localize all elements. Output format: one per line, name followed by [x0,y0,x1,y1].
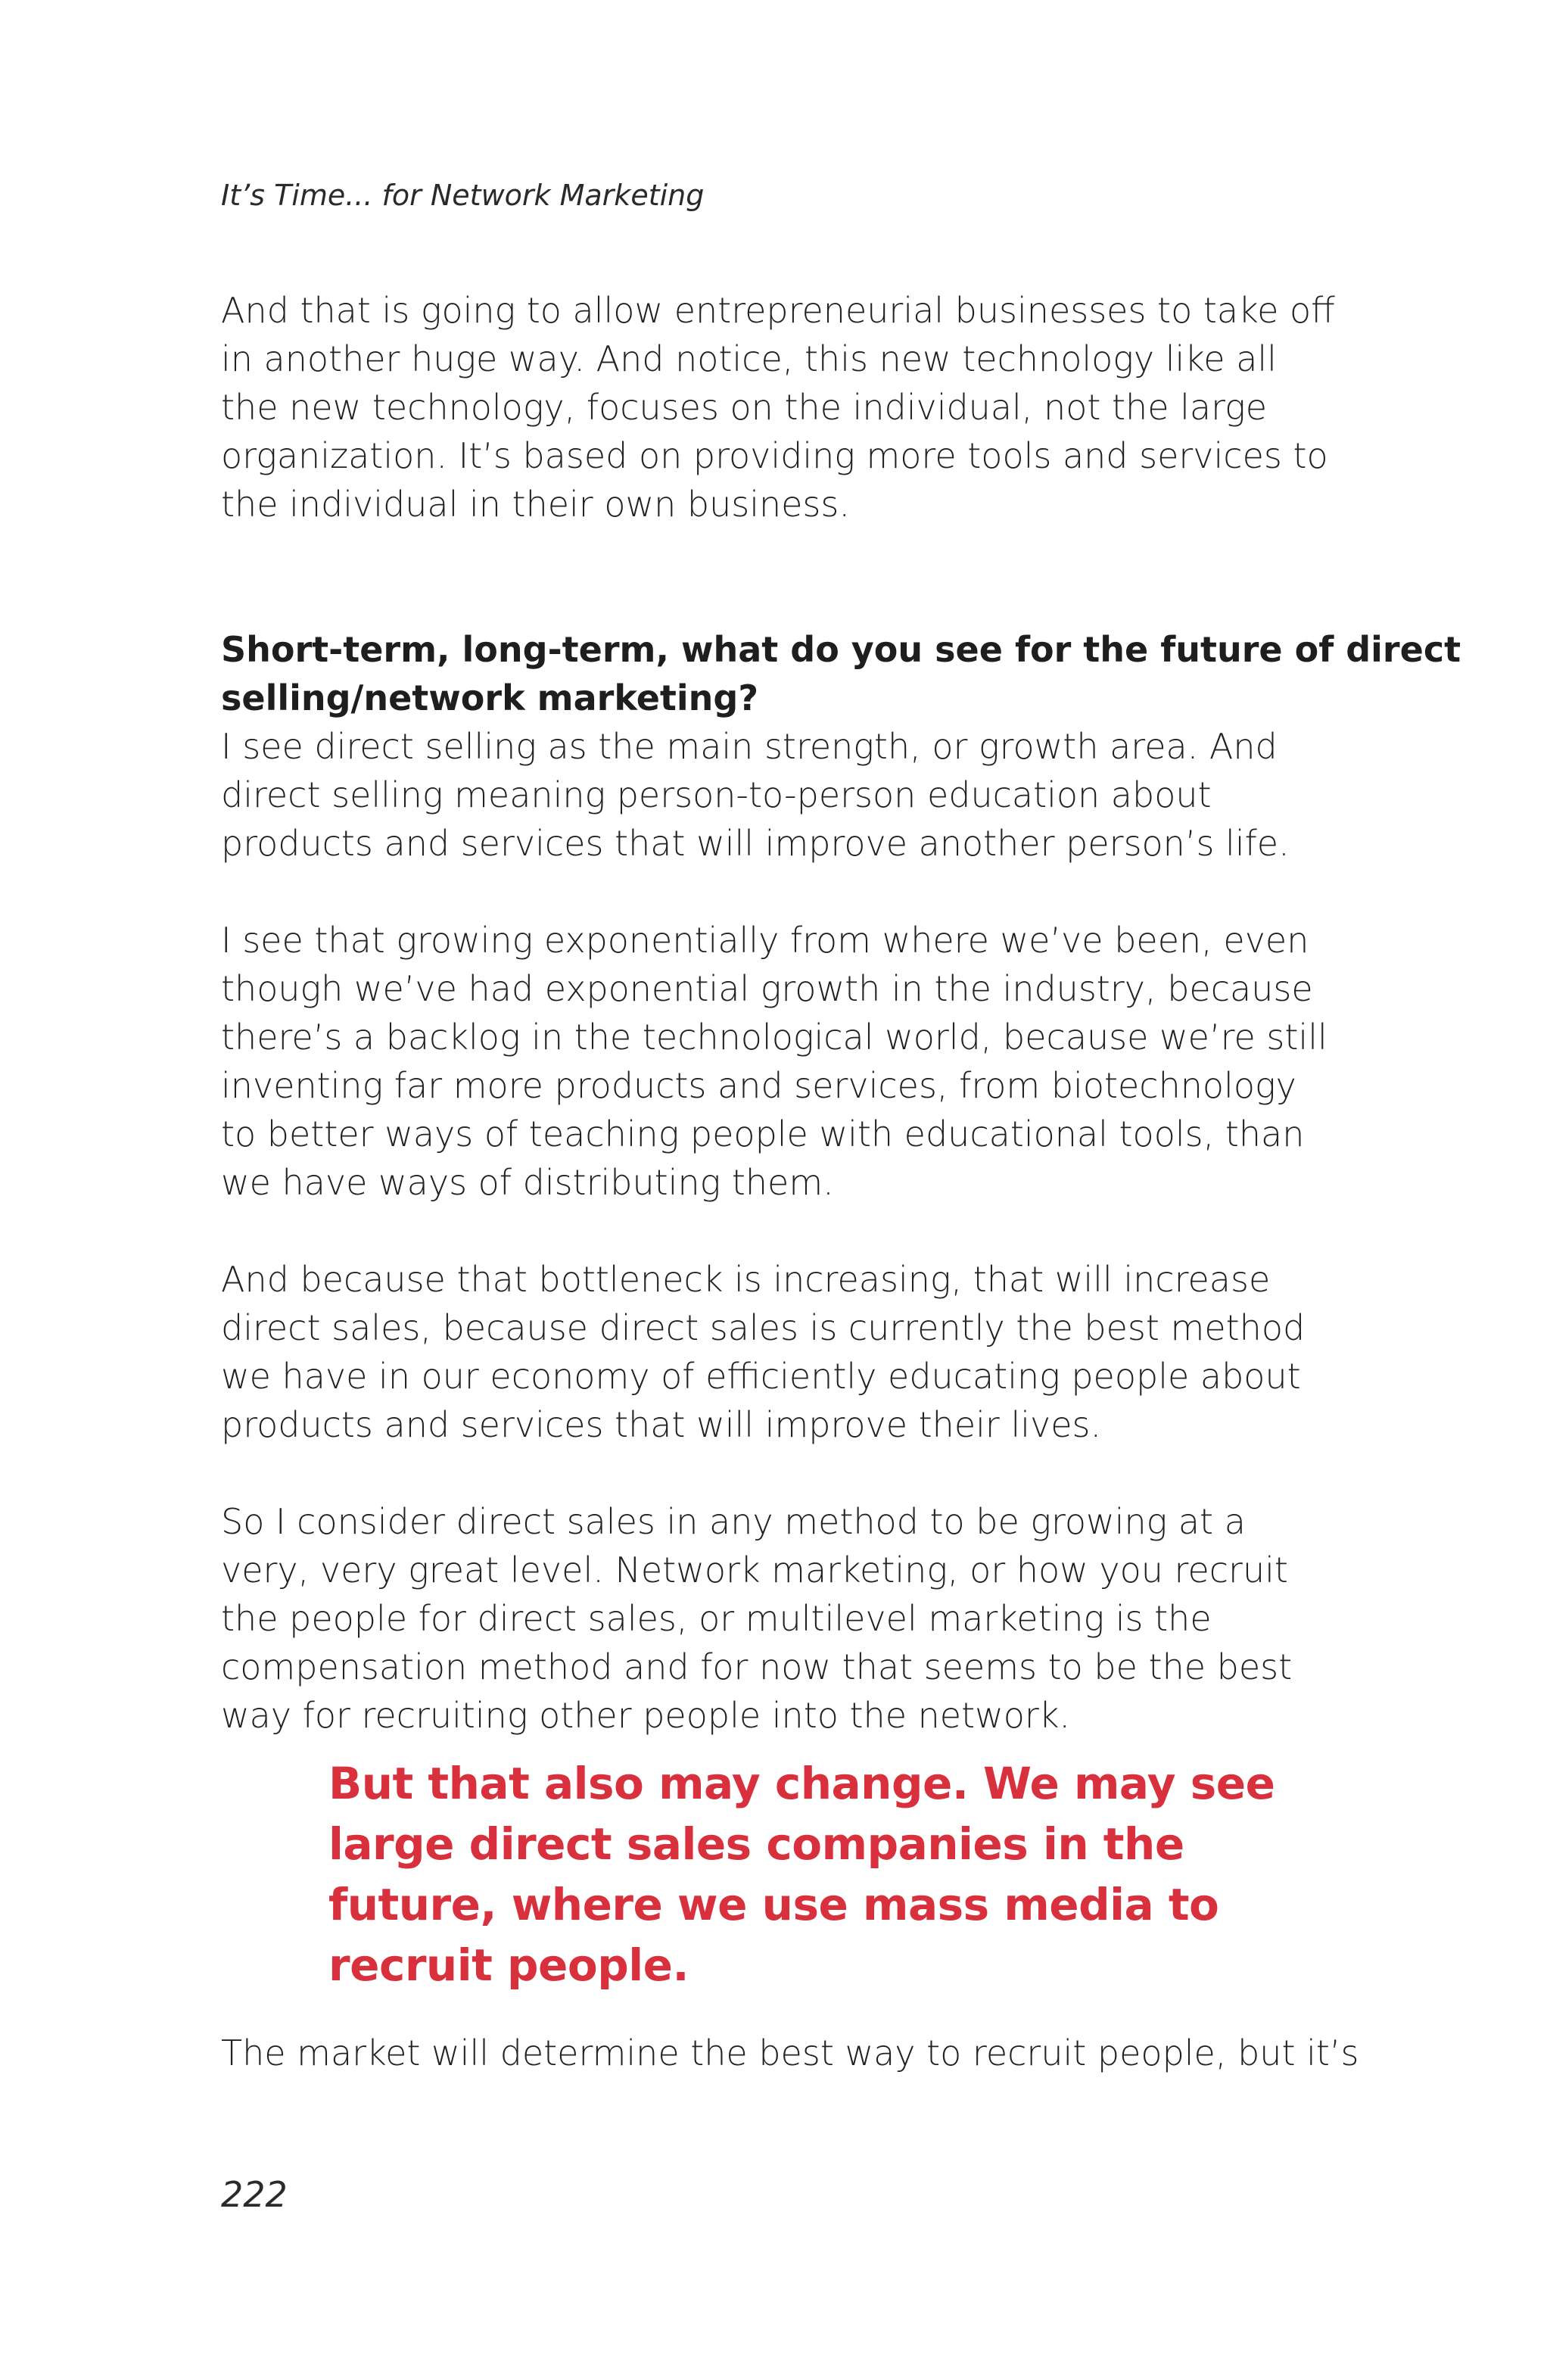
text-line: So I consider direct sales in any method to be growing at a [221,1501,1246,1542]
text-line: And because that bottleneck is increasing, that will increase [221,1259,1271,1300]
text-line: though we’ve had exponential growth in the industry, because [221,968,1313,1009]
text-line: we have in our economy of efficiently educating people about [221,1356,1301,1397]
paragraph-5 [221,1497,1341,1740]
text-line: to better ways of teaching people with educational tools, than [221,1114,1305,1154]
page-body [221,286,1461,2077]
text-line: there’s a backlog in the technological world, because we’re still [221,1017,1327,1058]
pull-quote-line: large direct sales companies in the [328,1818,1184,1870]
text-line: compensation method and for now that seems to be the best [221,1646,1293,1687]
text-line: products and services that will improve another person’s life. [221,823,1290,864]
running-head: It’s Time... for Network Marketing [221,179,705,212]
text-line: I see that growing exponentially from where we’ve been, even [221,920,1309,961]
paragraph-2 [221,722,1341,868]
pull-quote-line: future, where we use mass media to [328,1879,1219,1930]
text-line: organization. It’s based on providing more tools and services to [221,435,1328,476]
interview-question [221,625,1461,722]
text-line: very, very great level. Network marketing, or how you recruit [221,1550,1288,1590]
text-line: the individual in their own business. [221,484,850,525]
paragraph-spacer [221,868,1341,916]
paragraph-3 [221,916,1341,1207]
text-line: in another huge way. And notice, this new technology like all [221,338,1277,379]
paragraph-spacer [221,1207,1341,1255]
question-line: Short-term, long-term, what do you see for the future of direct [221,629,1461,670]
text-line: products and services that will improve their lives. [221,1404,1102,1445]
pull-quote-line: recruit people. [328,1939,689,1991]
paragraph-1 [221,286,1341,528]
text-line: the people for direct sales, or multilevel marketing is the [221,1598,1212,1639]
text-line: way for recruiting other people into the network. [221,1695,1071,1736]
text-line: direct sales, because direct sales is currently the best method [221,1307,1306,1348]
paragraph-spacer [221,1449,1341,1497]
question-line: selling/network marketing? [221,678,759,718]
text-line: And that is going to allow entrepreneurial businesses to take off [221,290,1335,331]
text-line: inventing far more products and services, from biotechnology [221,1065,1296,1106]
page-number: 222 [221,2174,288,2215]
text-line: direct selling meaning person-to-person education about [221,774,1212,815]
text-line: The market will determine the best way to recruit people, but it’s [221,2033,1359,2073]
text-line: we have ways of distributing them. [221,1162,834,1203]
section-spacer [221,528,1341,625]
pull-quote-line: But that also may change. We may see [328,1758,1275,1809]
text-line: I see direct selling as the main strength, or growth area. And [221,726,1278,767]
paragraph-6 [221,2029,1359,2077]
pull-quote [328,1753,1341,1995]
paragraph-4 [221,1255,1341,1449]
text-line: the new technology, focuses on the individual, not the large [221,387,1268,428]
